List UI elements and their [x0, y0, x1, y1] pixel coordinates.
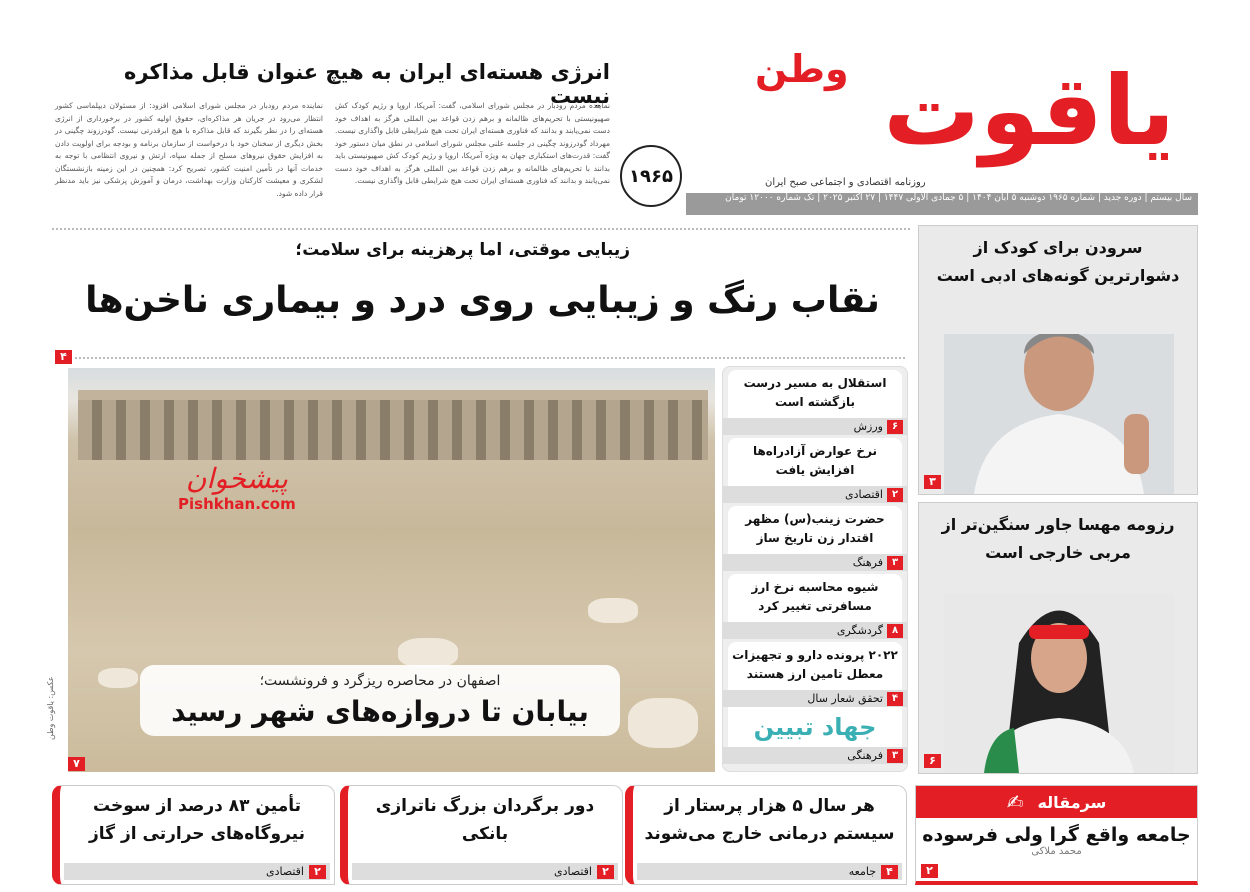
section-name: اقتصادی [265, 865, 304, 878]
right-story-2[interactable]: رزومه مهسا جاور سنگین‌تر از مربی خارجی است ۶ [918, 502, 1198, 774]
section-label [64, 863, 330, 880]
pen-icon: ✍ [1006, 790, 1024, 814]
bottom-headline: هر سال ۵ هزار پرستار از سیستم درمانی خارج می‌شوند [644, 796, 895, 844]
middle-headline[interactable]: حضرت زینب(س) مظهر اقتدار زن تاریخ ساز [728, 506, 902, 554]
page-badge: ۳ [924, 475, 941, 489]
tagline: روزنامه اقتصادی و اجتماعی صبح ایران [765, 177, 926, 188]
section-label [637, 863, 902, 880]
lead-headline[interactable]: نقاب رنگ و زیبایی روی درد و بیماری ناخن‌ها [85, 280, 880, 321]
slogan-section: ۳ فرهنگی [723, 747, 907, 764]
right-story-1[interactable]: سرودن برای کودک از دشوارترین گونه‌های ادبی است ۳ [918, 225, 1198, 495]
top-headline[interactable]: انرژی هسته‌ای ایران به هیچ عنوان قابل مذاکره نیست [124, 60, 610, 108]
middle-column [722, 366, 908, 772]
bottom-headline: تأمین ۸۳ درصد از سوخت نیروگاه‌های حرارتی از گاز [89, 796, 305, 844]
editorial-author: محمد ملاکی [1031, 846, 1082, 857]
photo-credit: عکس: یاقوت وطن [46, 676, 55, 740]
middle-headline[interactable]: استقلال به مسیر درست بازگشته است [728, 370, 902, 418]
section-name: گردشگری [836, 624, 883, 637]
bottom-story[interactable] [625, 785, 907, 885]
page-badge: ۴ [881, 865, 898, 879]
photo-story-kicker: اصفهان در محاصره ریزگرد و فرونشست؛ [259, 673, 501, 689]
watermark: پیشخوان Pishkhan.com [178, 462, 296, 513]
section-name: اقتصادی [553, 865, 592, 878]
page-badge: ۲ [921, 864, 938, 878]
page-badge: ۲ [309, 865, 326, 879]
divider [75, 357, 905, 359]
issue-number: ۱۹۶۵ [620, 145, 682, 207]
top-story-column-left: نماینده مردم رودبار در مجلس شورای اسلامی افزود: از مسئولان دیپلماسی کشور انتظار می‌رود در جریان هر مذاکره‌ای، حقوق اولیه کشور در برخورداری از انرژی هسته‌ای را در نظر بگیرند که قابل مذاکره با هیچ ابرقدرتی نیست. گودرزوند چگینی در بخش دیگری از سخنان خود با درخواست از سازمان برنامه و بودجه برای اولویت دادن به افزایش حقوق نیروهای مسلح از جمله سپاه، ارتش و نیروی انتظامی با توجه به خدمات آنها در تأمین امنیت کشور، تصریح کرد: همچنین در این زمینه بازنشستگان لشکری و معیشت کارکنان وزارت بهداشت، درمان و آموزش پزشکی نیز باید مدنظر قرار داده شود. [55, 101, 323, 198]
masthead-logo [725, 45, 1195, 190]
middle-headline[interactable]: ۲۰۲۲ پرونده دارو و تجهیزات معطل تامین ارز هستند [728, 642, 902, 690]
section-label [723, 690, 907, 707]
page-badge: ۷ [68, 757, 85, 771]
middle-headline[interactable]: شیوه محاسبه نرخ ارز مسافرتی تغییر کرد [728, 574, 902, 622]
man-photo [944, 334, 1174, 494]
page-badge: ۸ [887, 624, 903, 638]
page-badge: ۶ [887, 420, 903, 434]
page-badge: ۶ [924, 754, 941, 768]
editorial-box[interactable] [915, 785, 1198, 885]
photo-story-headline: بیابان تا دروازه‌های شهر رسید [171, 695, 589, 728]
section-name: جامعه [848, 865, 876, 878]
section-label [723, 418, 907, 435]
page-badge: ۲ [597, 865, 614, 879]
bridge-image [78, 390, 708, 460]
page-badge: ۳ [887, 556, 903, 570]
section-name: ورزش [853, 420, 883, 433]
editorial-label: سرمقاله [1037, 792, 1107, 812]
page-badge: ۴ [887, 692, 903, 706]
logo-main: یاقوت [883, 55, 1175, 167]
bottom-headline: دور برگردان بزرگ ناترازی بانکی [375, 796, 595, 844]
logo-sub: وطن [755, 47, 849, 91]
divider [52, 228, 910, 230]
section-name: تحقق شعار سال [807, 692, 883, 705]
dateline: سال بیستم | دوره جدید | شماره ۱۹۶۵ دوشنبه ۵ آبان ۱۴۰۴ | ۵ جمادی الاولی ۱۴۴۷ | ۲۷ اکتبر ۲۰۲۵ | تک شماره ۱۲۰۰۰ تومان [686, 193, 1198, 215]
section-name: فرهنگ [852, 556, 883, 569]
lead-kicker: زیبایی موقتی، اما پرهزینه برای سلامت؛ [295, 240, 630, 260]
section-name: اقتصادی [844, 488, 883, 501]
middle-headline[interactable]: نرخ عوارض آزادراه‌ها افزایش یافت [728, 438, 902, 486]
bottom-story[interactable] [340, 785, 623, 885]
editorial-title: جامعه واقع گرا ولی فرسوده [922, 824, 1191, 846]
photo-story-box[interactable] [140, 665, 620, 736]
section-label [723, 622, 907, 639]
section-label [352, 863, 618, 880]
slogan[interactable]: جهاد تبیین [728, 707, 902, 747]
bottom-story[interactable] [52, 785, 335, 885]
section-label [723, 486, 907, 503]
page-badge: ۲ [887, 488, 903, 502]
woman-photo [944, 593, 1174, 773]
section-label [723, 554, 907, 571]
page-badge: ۴ [55, 350, 72, 364]
top-story-column-right: نماینده مردم رودبار در مجلس شورای اسلامی، گفت: آمریکا، اروپا و رژیم کودک کش صهیونیستی با تحریم‌های ظالمانه و برهم زدن قواعد بین المللی هرگز به اهداف خود دست نمی‌یابند و بدانند که فناوری هسته‌ای ایران تحت هیچ شرایطی قابل واگذاری نیست. مهرداد گودرزوند چگینی در جلسه علنی مجلس شورای اسلامی در نطق میان دستور خود گفت: قدرت‌های استکباری جهان به ویژه آمریکا، اروپا و رژیم کودک کش صهیونیستی باید بدانند با تحریم‌های ظالمانه و برهم زدن قواعد بین المللی هرگز به اهداف خود دست نمی‌یابند و بدانند که فناوری هسته‌ای ایران تحت هیچ شرایطی قابل واگذاری نیست. [335, 101, 610, 185]
